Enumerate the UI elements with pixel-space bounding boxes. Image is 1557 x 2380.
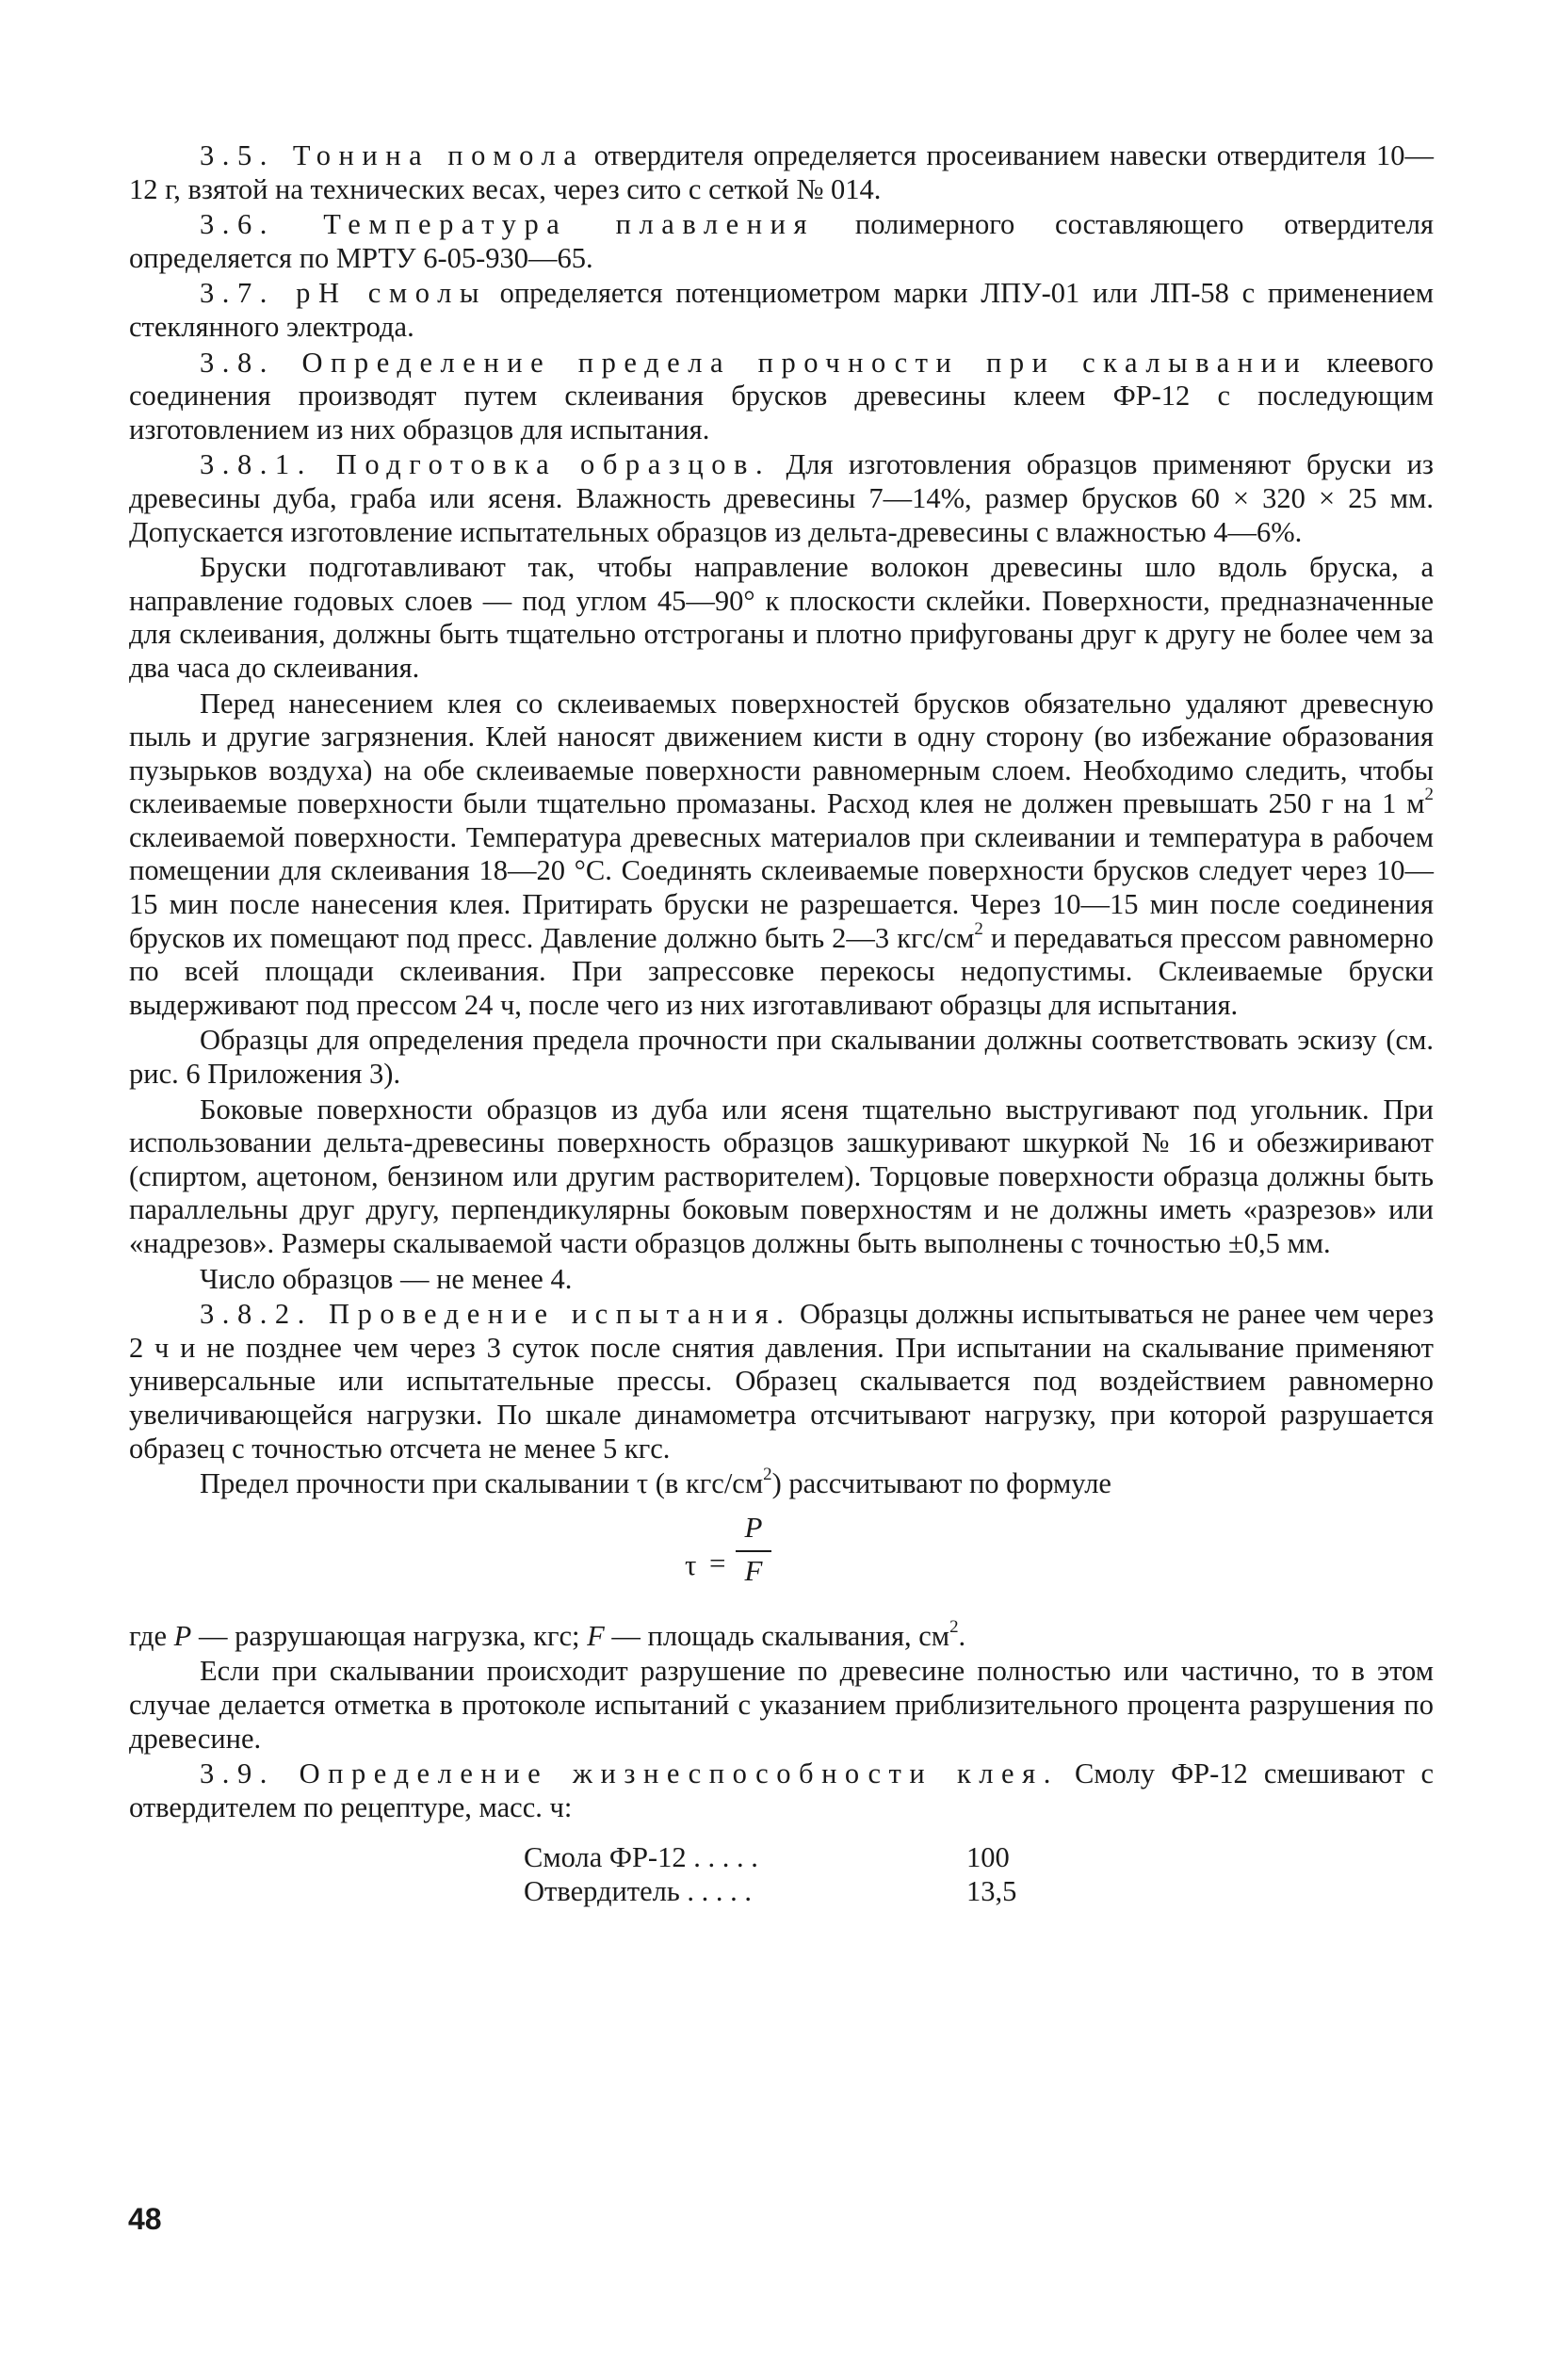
formula-denominator: F [744, 1553, 763, 1587]
paragraph-text: — разрушающая нагрузка, кгс; [191, 1619, 588, 1652]
spaced-heading: 3.8. Определение предела прочности при скалывании [200, 346, 1308, 379]
page-number: 48 [128, 2202, 162, 2236]
recipe-row [524, 1875, 1017, 1911]
paragraph-text: Предел прочности при скалывании τ (в кгс/см [200, 1467, 764, 1500]
spaced-heading: 3.9. Определение жизнеспособности клея. [200, 1757, 1059, 1790]
paragraph-strength-formula-intro [129, 1464, 1434, 1501]
spaced-heading: 3.8.2. Проведение испытания. [200, 1298, 792, 1331]
shear-strength-formula [129, 1509, 1434, 1620]
paragraph-text: отвердителя определяется просеиванием навески отвердителя 10—12 г, взятой на технических весах, через сито с сеткой № 014. [129, 139, 1434, 205]
formula-numerator: P [744, 1510, 763, 1544]
spaced-heading: 3.5. Тонина помола [200, 139, 585, 171]
recipe-amount: 100 [966, 1841, 1010, 1874]
paragraph-3-9 [129, 1757, 1434, 1824]
formula-fraction [736, 1511, 771, 1588]
recipe-row [524, 1841, 1014, 1877]
variable-f: F [587, 1619, 605, 1652]
paragraph-text: Образцы должны испытываться не ранее чем через 2 ч и не позднее чем через 3 суток после снятия давления. При испытании на скалывание применяют универсальные или испытательные прессы. Образец скалывается под воздействием равномерно увеличивающейся нагрузки. По шкале динамометра отсчитывают нагрузку, при которой разрушается образец с точностью отсчета не менее 5 кгс. [129, 1298, 1434, 1465]
spaced-heading: 3.8.1. Подготовка образцов. [200, 448, 771, 481]
paragraph-glue-application [129, 688, 1434, 1023]
paragraph-text: полимерного составляющего отвердителя определяется по МРТУ 6-05-930—65. [129, 208, 1434, 274]
recipe-component: Смола ФР-12 . . . . . [524, 1841, 766, 1874]
superscript: 2 [1424, 785, 1434, 805]
paragraph-text: и передаваться прессом равномерно по всей площади склеивания. При запрессовке перекосы недопустимы. Склеиваемые бруски выдерживают под прессом 24 ч, после чего из них изготавливают образцы для испытания. [129, 921, 1434, 1021]
paragraph-wood-failure [129, 1655, 1434, 1756]
paragraph-sample-sketch [129, 1024, 1434, 1091]
fraction-bar [736, 1550, 771, 1552]
paragraph-text: клеевого соединения производят путем склеивания брусков древесины клеем ФР-12 с последующим изготовлением из них образцов для испытания. [129, 346, 1434, 445]
paragraph-text: где [129, 1619, 174, 1652]
paragraph-3-5 [129, 139, 1434, 206]
paragraph-text: Образцы для определения предела прочности при скалывании должны соответствовать эскизу (см. рис. 6 Приложения 3). [129, 1024, 1434, 1091]
formula-lhs: τ [685, 1547, 697, 1581]
paragraph-text: Перед нанесением клея со склеиваемых поверхностей брусков обязательно удаляют древесную пыль и другие загрязнения. Клей наносят движением кисти в одну сторону (во избежание образования пузырьков воздуха) на обе склеиваемые поверхности равномерным слоем. Необходимо следить, чтобы склеиваемые поверхности были тщательно промазаны. Расход клея не должен превышать 250 г на 1 м [129, 687, 1434, 820]
recipe-table [129, 1838, 1434, 1941]
paragraph-3-8 [129, 347, 1434, 447]
paragraph-text: склеиваемой поверхности. Температура древесных материалов при склеивании и температура в рабочем помещении для склеивания 18—20 °С. Соединять склеиваемые поверхности брусков следует через 10—15 мин после нанесения клея. Притирать бруски не разрешается. Через 10—15 мин после соединения брусков их помещают под пресс. Давление должно быть 2—3 кгс/см [129, 820, 1434, 954]
paragraph-text: Бруски подготавливают так, чтобы направление волокон древесины шло вдоль бруска, а направление годовых слоев — под углом 45—90° к плоскости склейки. Поверхности, предназначенные для склеивания, должны быть тщательно отстроганы и плотно прифугованы друг к другу не более чем за два часа до склеивания. [129, 551, 1434, 684]
paragraph-3-8-1 [129, 448, 1434, 549]
paragraph-text: Для изготовления образцов применяют бруски из древесины дуба, граба или ясеня. Влажность древесины 7—14%, размер брусков 60 × 320 × 25 мм. Допускается изготовление испытательных образцов из дельта-древесины с влажностью 4—6%. [129, 448, 1434, 548]
paragraph-3-7 [129, 277, 1434, 344]
spaced-heading: 3.6. Температура плавления [200, 208, 816, 241]
paragraph-sample-count [129, 1263, 1434, 1297]
superscript: 2 [949, 1616, 959, 1637]
recipe-amount: 13,5 [966, 1875, 1017, 1908]
paragraph-text: Смолу ФР-12 смешивают с отвердителем по рецептуре, масс. ч: [129, 1757, 1434, 1823]
paragraph-text: определяется потенциометром марки ЛПУ-01 или ЛП-58 с применением стеклянного электрода. [129, 277, 1434, 343]
superscript: 2 [974, 918, 983, 939]
paragraph-formula-legend [129, 1616, 1434, 1654]
superscript: 2 [763, 1464, 772, 1484]
paragraph-text: — площадь скалывания, см [604, 1619, 950, 1652]
body-text [129, 139, 1434, 1941]
paragraph-3-6 [129, 208, 1434, 275]
paragraph-side-surfaces [129, 1093, 1434, 1261]
recipe-component: Отвердитель . . . . . [524, 1875, 759, 1908]
paragraph-text: Если при скалывании происходит разрушение по древесине полностью или частично, то в этом случае делается отметка в протоколе испытаний с указанием приблизительного процента разрушения по древесине. [129, 1655, 1434, 1755]
spaced-heading: 3.7. pH смолы [200, 277, 487, 310]
paragraph-text: . [958, 1619, 966, 1652]
formula-equals: = [709, 1546, 726, 1579]
paragraph-3-8-2 [129, 1298, 1434, 1465]
variable-p: P [173, 1619, 192, 1652]
paragraph-text: Боковые поверхности образцов из дуба или ясеня тщательно выстругивают под угольник. При использовании дельта-древесины поверхность образцов зашкуривают шкуркой № 16 и обезжиривают (спиртом, ацетоном, бензином или другим растворителем). Торцовые поверхности образца должны быть параллельны друг другу, перпендикулярны боковым поверхностям и не должны иметь «разрезов» или «надрезов». Размеры скалываемой части образцов должны быть выполнены с точностью ±0,5 мм. [129, 1093, 1434, 1259]
paragraph-bars-preparation [129, 551, 1434, 685]
paragraph-text: ) рассчитывают по формуле [771, 1467, 1111, 1500]
paragraph-text: Число образцов — не менее 4. [200, 1262, 573, 1295]
